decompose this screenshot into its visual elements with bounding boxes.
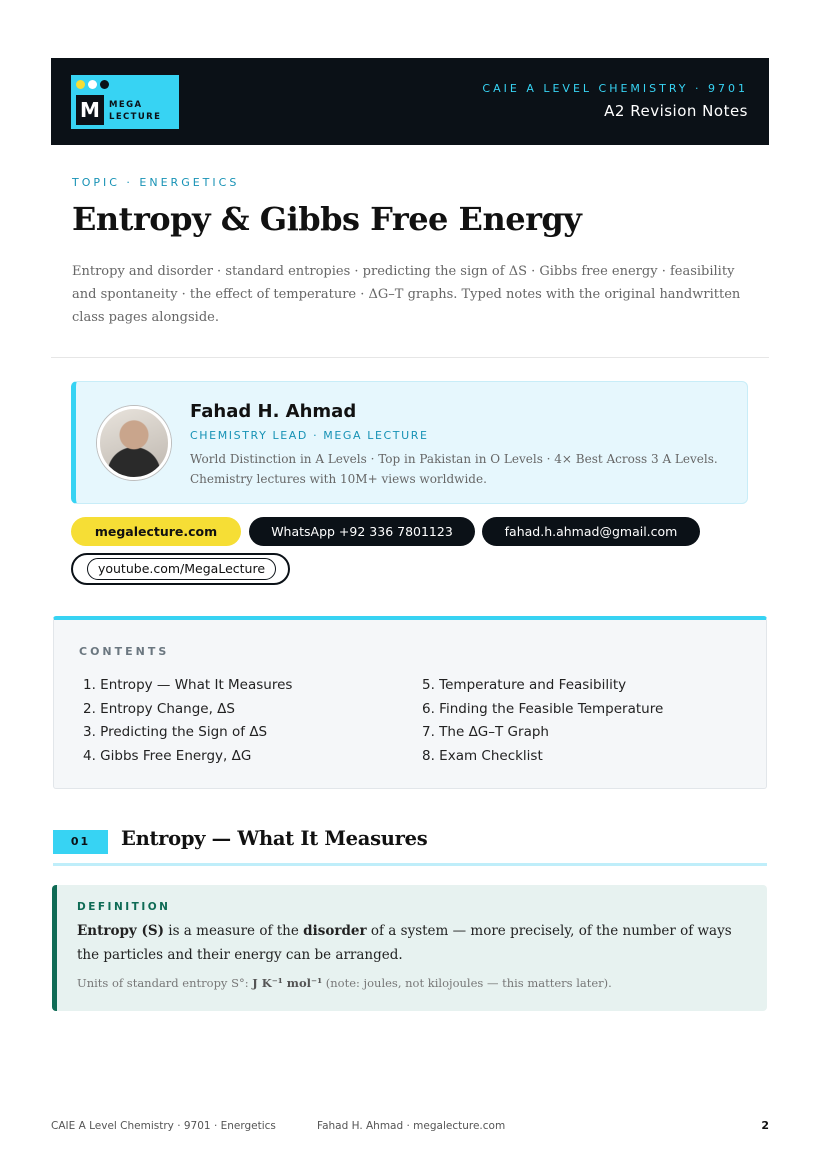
page-header [51, 58, 769, 145]
author-card [71, 381, 748, 504]
youtube-link[interactable] [71, 553, 290, 585]
section-number-badge: 01 [53, 830, 108, 854]
footer-author: Fahad H. Ahmad · megalecture.com [317, 1120, 506, 1132]
definition-box [52, 885, 767, 1011]
avatar [97, 406, 171, 480]
logo-word-top: MEGA [109, 100, 143, 110]
header-course-label: CAIE A LEVEL CHEMISTRY · 9701 [482, 82, 748, 95]
author-bio: World Distinction in A Levels · Top in Pakistan in O Levels · 4× Best Across 3 A Levels. Chemistry lectures with 10M+ views worldwide. [190, 452, 718, 486]
units-note-prefix: Units of standard entropy S°: [77, 976, 253, 990]
units-value: J K⁻¹ mol⁻¹ [252, 976, 323, 990]
contents-item[interactable]: 3. Predicting the Sign of ΔS [83, 724, 268, 741]
units-note-suffix: (note: joules, not kilojoules — this matters later). [322, 976, 612, 990]
definition-text [77, 919, 747, 967]
logo-dot-white [88, 80, 97, 89]
author-name: Fahad H. Ahmad [190, 401, 357, 422]
contents-item[interactable]: 4. Gibbs Free Energy, ΔG [83, 748, 252, 765]
contents-column-left [83, 674, 292, 769]
definition-term: Entropy (S) [77, 923, 164, 939]
contents-item[interactable]: 2. Entropy Change, ΔS [83, 700, 235, 717]
table-of-contents [53, 616, 767, 789]
contents-item[interactable]: 8. Exam Checklist [422, 748, 543, 765]
definition-emphasis: disorder [303, 923, 367, 939]
logo-letter: M [76, 95, 104, 125]
logo-dot-yellow [76, 80, 85, 89]
contents-item[interactable]: 6. Finding the Feasible Temperature [422, 700, 664, 717]
section-rule [53, 863, 767, 866]
footer-course: CAIE A Level Chemistry · 9701 · Energetics [51, 1120, 276, 1132]
email-link[interactable]: fahad.h.ahmad@gmail.com [482, 517, 700, 546]
contents-heading: CONTENTS [79, 645, 170, 658]
header-title: A2 Revision Notes [604, 102, 748, 120]
section-title: Entropy — What It Measures [121, 827, 428, 850]
page-number: 2 [761, 1119, 769, 1132]
author-role: CHEMISTRY LEAD · MEGA LECTURE [190, 429, 429, 442]
logo-wordmark [109, 99, 161, 123]
mega-lecture-logo [71, 75, 179, 129]
contents-item[interactable]: 1. Entropy — What It Measures [83, 677, 293, 693]
logo-word-bottom: LECTURE [109, 112, 162, 122]
logo-dot-black [100, 80, 109, 89]
contents-item[interactable]: 5. Temperature and Feasibility [422, 677, 627, 693]
header-divider [51, 357, 769, 358]
page-intro: Entropy and disorder · standard entropies · predicting the sign of ΔS · Gibbs free energy · feasibility and spontaneity · the effect of temperature · ΔG–T graphs. Typed notes with the original handwritten class pages alongside. [72, 264, 741, 325]
website-link[interactable]: megalecture.com [71, 517, 241, 546]
definition-text-part: of a system — more precisely, of the number of ways the particles and their energy can be arranged. [77, 923, 732, 963]
definition-label: DEFINITION [77, 901, 171, 913]
page-title: Entropy & Gibbs Free Energy [72, 200, 582, 238]
contents-column-right [422, 674, 663, 769]
definition-text-part: is a measure of the [163, 923, 304, 939]
topic-kicker: TOPIC · ENERGETICS [72, 176, 240, 189]
youtube-link-label: youtube.com/MegaLecture [87, 558, 276, 580]
contents-item[interactable]: 7. The ΔG–T Graph [422, 724, 549, 741]
whatsapp-link[interactable]: WhatsApp +92 336 7801123 [249, 517, 475, 546]
definition-units-note [77, 976, 612, 990]
